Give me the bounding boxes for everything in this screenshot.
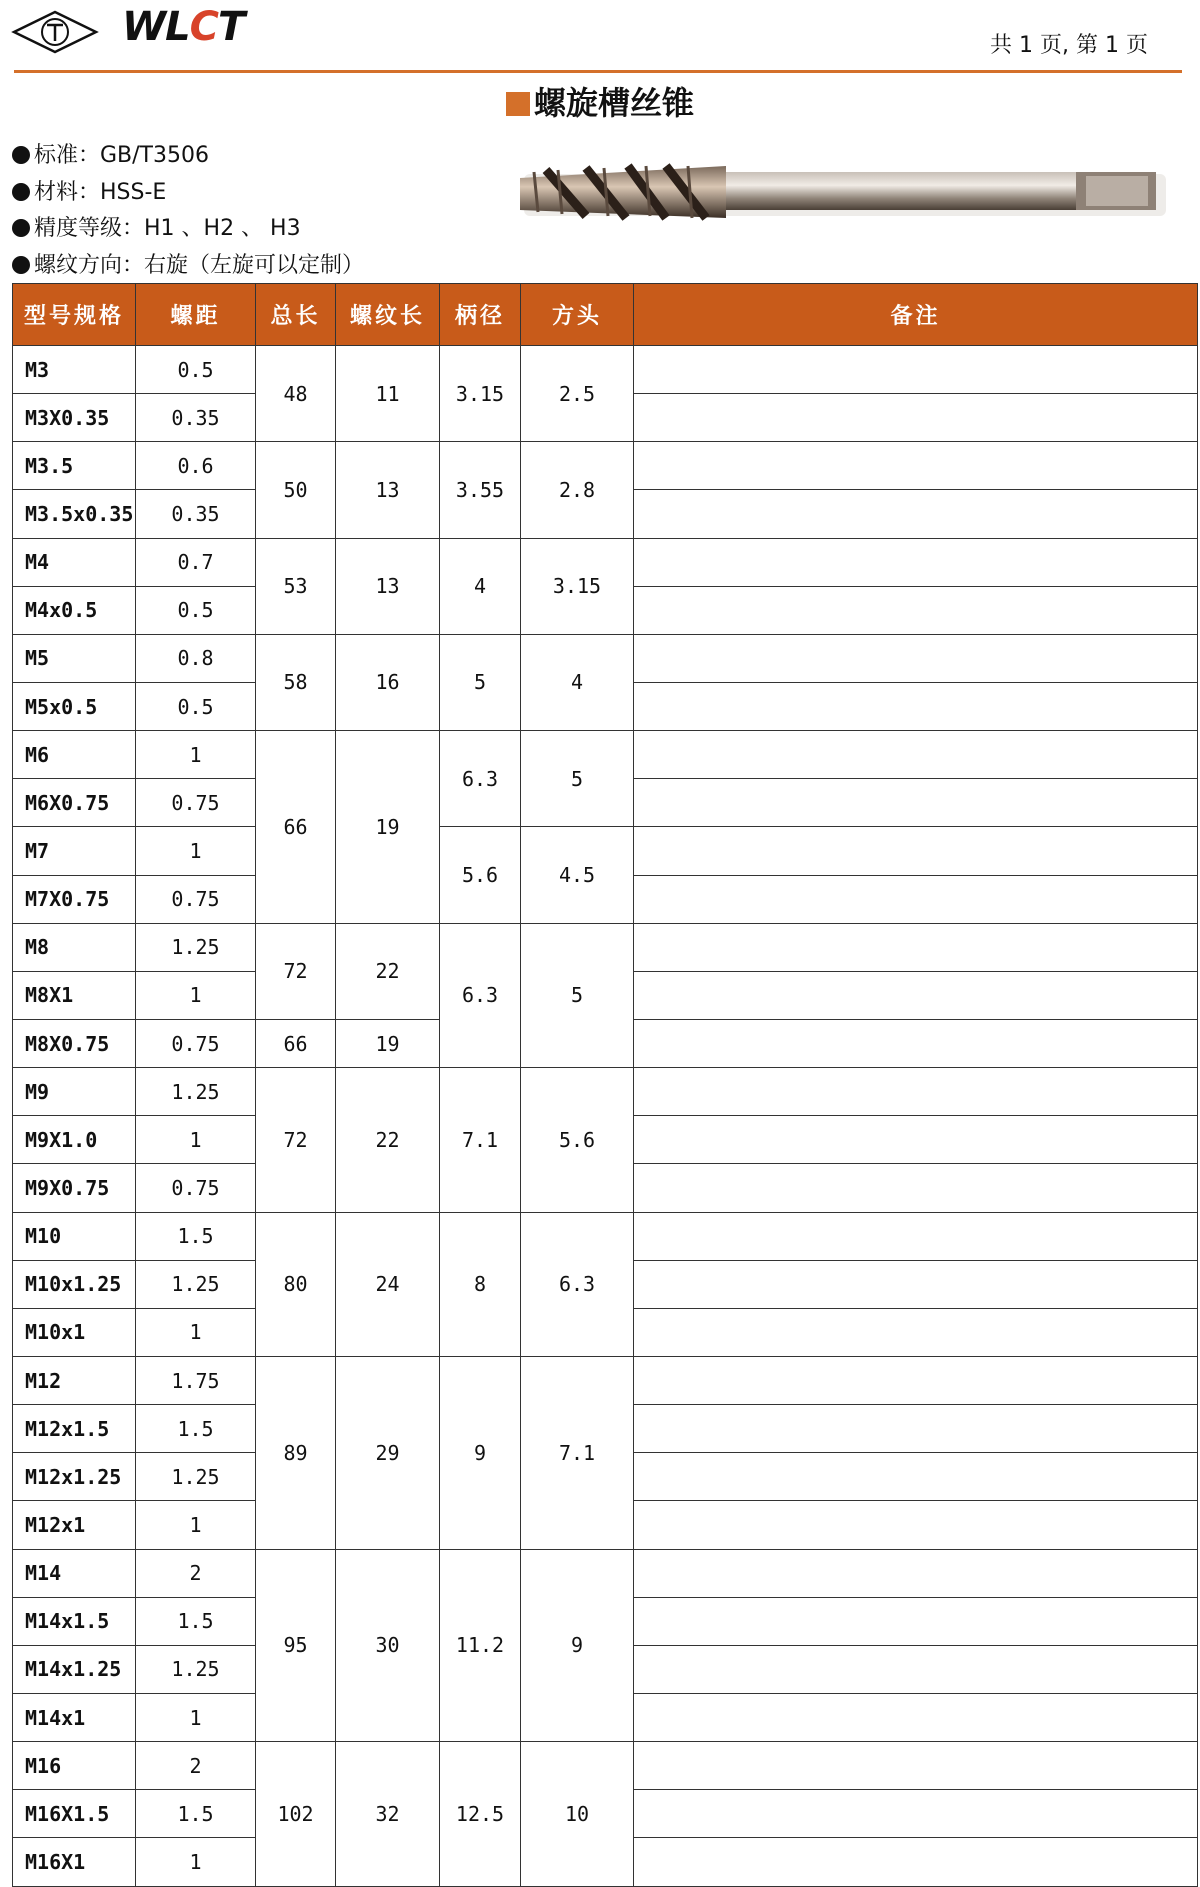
cell-total-length: 48 — [256, 346, 336, 442]
cell-pitch: 1.25 — [136, 1068, 256, 1116]
cell-pitch: 1.25 — [136, 1453, 256, 1501]
table-row — [13, 923, 1198, 971]
cell-thread-length: 30 — [336, 1549, 440, 1742]
cell-total-length: 72 — [256, 923, 336, 1019]
table-row — [13, 827, 1198, 875]
cell-remark — [634, 1453, 1198, 1501]
cell-remark — [634, 1260, 1198, 1308]
cell-shank-diameter: 5.6 — [440, 827, 521, 923]
cell-total-length: 66 — [256, 1019, 336, 1067]
cell-remark — [634, 1501, 1198, 1549]
brand-logo: WLCT — [122, 4, 245, 50]
cell-thread-length: 22 — [336, 923, 440, 1019]
cell-total-length: 102 — [256, 1742, 336, 1886]
cell-pitch: 0.5 — [136, 586, 256, 634]
cell-remark — [634, 1116, 1198, 1164]
cell-pitch: 1 — [136, 1116, 256, 1164]
cell-model: M16X1 — [13, 1838, 136, 1886]
table-row — [13, 442, 1198, 490]
column-header: 柄径 — [440, 284, 521, 346]
cell-shank-diameter: 6.3 — [440, 923, 521, 1067]
cell-remark — [634, 1790, 1198, 1838]
cell-total-length: 80 — [256, 1212, 336, 1356]
title-block — [0, 78, 1200, 124]
cell-model: M16X1.5 — [13, 1790, 136, 1838]
cell-model: M4 — [13, 538, 136, 586]
cell-square: 10 — [521, 1742, 634, 1886]
cell-square: 3.15 — [521, 538, 634, 634]
cell-thread-length: 19 — [336, 731, 440, 924]
cell-remark — [634, 1742, 1198, 1790]
cell-remark — [634, 1212, 1198, 1260]
cell-model: M7X0.75 — [13, 875, 136, 923]
cell-remark — [634, 779, 1198, 827]
cell-model: M6X0.75 — [13, 779, 136, 827]
cell-remark — [634, 1645, 1198, 1693]
column-header: 螺纹长 — [336, 284, 440, 346]
cell-remark — [634, 634, 1198, 682]
cell-thread-length: 11 — [336, 346, 440, 442]
cell-model: M10 — [13, 1212, 136, 1260]
cell-thread-length: 13 — [336, 442, 440, 538]
cell-remark — [634, 1164, 1198, 1212]
cell-remark — [634, 1693, 1198, 1741]
cell-remark — [634, 490, 1198, 538]
cell-model: M9 — [13, 1068, 136, 1116]
cell-pitch: 1.25 — [136, 923, 256, 971]
cell-total-length: 58 — [256, 634, 336, 730]
cell-pitch: 1 — [136, 1308, 256, 1356]
cell-shank-diameter: 12.5 — [440, 1742, 521, 1886]
cell-model: M7 — [13, 827, 136, 875]
cell-model: M6 — [13, 731, 136, 779]
cell-remark — [634, 682, 1198, 730]
cell-pitch: 1.25 — [136, 1645, 256, 1693]
cell-model: M9X0.75 — [13, 1164, 136, 1212]
cell-pitch: 1.25 — [136, 1260, 256, 1308]
cell-model: M10x1.25 — [13, 1260, 136, 1308]
cell-pitch: 1 — [136, 1838, 256, 1886]
cell-pitch: 0.75 — [136, 1164, 256, 1212]
cell-remark — [634, 923, 1198, 971]
cell-total-length: 89 — [256, 1356, 336, 1549]
table-row — [13, 538, 1198, 586]
cell-shank-diameter: 4 — [440, 538, 521, 634]
cell-model: M12 — [13, 1356, 136, 1404]
table-row — [13, 1068, 1198, 1116]
cell-shank-diameter: 11.2 — [440, 1549, 521, 1742]
cell-pitch: 0.6 — [136, 442, 256, 490]
cell-model: M14x1 — [13, 1693, 136, 1741]
cell-remark — [634, 1019, 1198, 1067]
cell-square: 6.3 — [521, 1212, 634, 1356]
cell-model: M8 — [13, 923, 136, 971]
cell-square: 4.5 — [521, 827, 634, 923]
cell-pitch: 1 — [136, 1693, 256, 1741]
cell-thread-length: 22 — [336, 1068, 440, 1212]
cell-pitch: 0.75 — [136, 1019, 256, 1067]
cell-remark — [634, 1356, 1198, 1404]
table-row — [13, 731, 1198, 779]
cell-pitch: 1.5 — [136, 1597, 256, 1645]
spec-standard: 标准：GB/T3506 — [12, 138, 364, 175]
cell-model: M3X0.35 — [13, 394, 136, 442]
cell-model: M14x1.5 — [13, 1597, 136, 1645]
spec-precision: 精度等级：H1 、H2 、 H3 — [12, 211, 364, 248]
cell-thread-length: 29 — [336, 1356, 440, 1549]
cell-pitch: 0.5 — [136, 682, 256, 730]
cell-shank-diameter: 9 — [440, 1356, 521, 1549]
cell-model: M12x1.25 — [13, 1453, 136, 1501]
cell-pitch: 1 — [136, 971, 256, 1019]
cell-thread-length: 13 — [336, 538, 440, 634]
title-square-icon — [506, 92, 530, 116]
cell-square: 2.5 — [521, 346, 634, 442]
cell-pitch: 1 — [136, 731, 256, 779]
column-header: 总长 — [256, 284, 336, 346]
cell-remark — [634, 1405, 1198, 1453]
cell-pitch: 1.5 — [136, 1212, 256, 1260]
cell-pitch: 1.75 — [136, 1356, 256, 1404]
page-header — [0, 0, 1200, 76]
cell-remark — [634, 442, 1198, 490]
cell-remark — [634, 586, 1198, 634]
cell-pitch: 0.8 — [136, 634, 256, 682]
cell-pitch: 0.35 — [136, 490, 256, 538]
column-header: 螺距 — [136, 284, 256, 346]
cell-remark — [634, 1068, 1198, 1116]
cell-pitch: 1.5 — [136, 1790, 256, 1838]
spec-table — [12, 283, 1198, 1887]
cell-remark — [634, 1308, 1198, 1356]
cell-pitch: 1 — [136, 1501, 256, 1549]
table-header-row — [13, 284, 1198, 346]
cell-remark — [634, 538, 1198, 586]
cell-model: M12x1 — [13, 1501, 136, 1549]
cell-remark — [634, 394, 1198, 442]
table-row — [13, 1742, 1198, 1790]
table-row — [13, 1356, 1198, 1404]
cell-square: 7.1 — [521, 1356, 634, 1549]
cell-model: M16 — [13, 1742, 136, 1790]
cell-model: M12x1.5 — [13, 1405, 136, 1453]
bullet-icon — [12, 256, 30, 274]
column-header: 方头 — [521, 284, 634, 346]
cell-square: 2.8 — [521, 442, 634, 538]
column-header: 备注 — [634, 284, 1198, 346]
t-diamond-logo-icon — [10, 8, 100, 56]
cell-model: M5 — [13, 634, 136, 682]
cell-shank-diameter: 3.15 — [440, 346, 521, 442]
cell-model: M4x0.5 — [13, 586, 136, 634]
cell-remark — [634, 1838, 1198, 1886]
cell-square: 9 — [521, 1549, 634, 1742]
cell-remark — [634, 1549, 1198, 1597]
cell-shank-diameter: 3.55 — [440, 442, 521, 538]
spec-material: 材料：HSS-E — [12, 175, 364, 212]
cell-pitch: 0.75 — [136, 779, 256, 827]
header-divider — [14, 70, 1182, 73]
spec-list — [12, 138, 364, 284]
cell-model: M8X0.75 — [13, 1019, 136, 1067]
cell-total-length: 50 — [256, 442, 336, 538]
cell-model: M3.5 — [13, 442, 136, 490]
table-row — [13, 1549, 1198, 1597]
column-header: 型号规格 — [13, 284, 136, 346]
cell-remark — [634, 1597, 1198, 1645]
cell-shank-diameter: 8 — [440, 1212, 521, 1356]
table-row — [13, 346, 1198, 394]
bullet-icon — [12, 219, 30, 237]
cell-remark — [634, 346, 1198, 394]
cell-shank-diameter: 7.1 — [440, 1068, 521, 1212]
cell-thread-length: 24 — [336, 1212, 440, 1356]
cell-square: 4 — [521, 634, 634, 730]
bullet-icon — [12, 146, 30, 164]
cell-model: M14 — [13, 1549, 136, 1597]
cell-pitch: 0.75 — [136, 875, 256, 923]
cell-remark — [634, 827, 1198, 875]
cell-remark — [634, 731, 1198, 779]
cell-total-length: 72 — [256, 1068, 336, 1212]
cell-model: M3 — [13, 346, 136, 394]
cell-pitch: 2 — [136, 1742, 256, 1790]
page-title: 螺旋槽丝锥 — [533, 84, 694, 122]
cell-model: M9X1.0 — [13, 1116, 136, 1164]
cell-shank-diameter: 6.3 — [440, 731, 521, 827]
spec-direction: 螺纹方向：右旋（左旋可以定制） — [12, 248, 364, 285]
cell-total-length: 66 — [256, 731, 336, 924]
cell-thread-length: 16 — [336, 634, 440, 730]
cell-model: M3.5x0.35 — [13, 490, 136, 538]
cell-pitch: 0.35 — [136, 394, 256, 442]
cell-pitch: 2 — [136, 1549, 256, 1597]
cell-model: M14x1.25 — [13, 1645, 136, 1693]
spiral-tap-image — [516, 160, 1166, 224]
table-row — [13, 634, 1198, 682]
page-info: 共 1 页, 第 1 页 — [990, 33, 1148, 58]
cell-pitch: 1 — [136, 827, 256, 875]
cell-thread-length: 19 — [336, 1019, 440, 1067]
cell-square: 5 — [521, 731, 634, 827]
cell-square: 5.6 — [521, 1068, 634, 1212]
table-row — [13, 1212, 1198, 1260]
cell-remark — [634, 875, 1198, 923]
cell-total-length: 53 — [256, 538, 336, 634]
cell-pitch: 0.5 — [136, 346, 256, 394]
cell-remark — [634, 971, 1198, 1019]
cell-model: M10x1 — [13, 1308, 136, 1356]
cell-model: M8X1 — [13, 971, 136, 1019]
cell-shank-diameter: 5 — [440, 634, 521, 730]
cell-thread-length: 32 — [336, 1742, 440, 1886]
cell-pitch: 1.5 — [136, 1405, 256, 1453]
cell-pitch: 0.7 — [136, 538, 256, 586]
bullet-icon — [12, 183, 30, 201]
cell-model: M5x0.5 — [13, 682, 136, 730]
cell-total-length: 95 — [256, 1549, 336, 1742]
cell-square: 5 — [521, 923, 634, 1067]
